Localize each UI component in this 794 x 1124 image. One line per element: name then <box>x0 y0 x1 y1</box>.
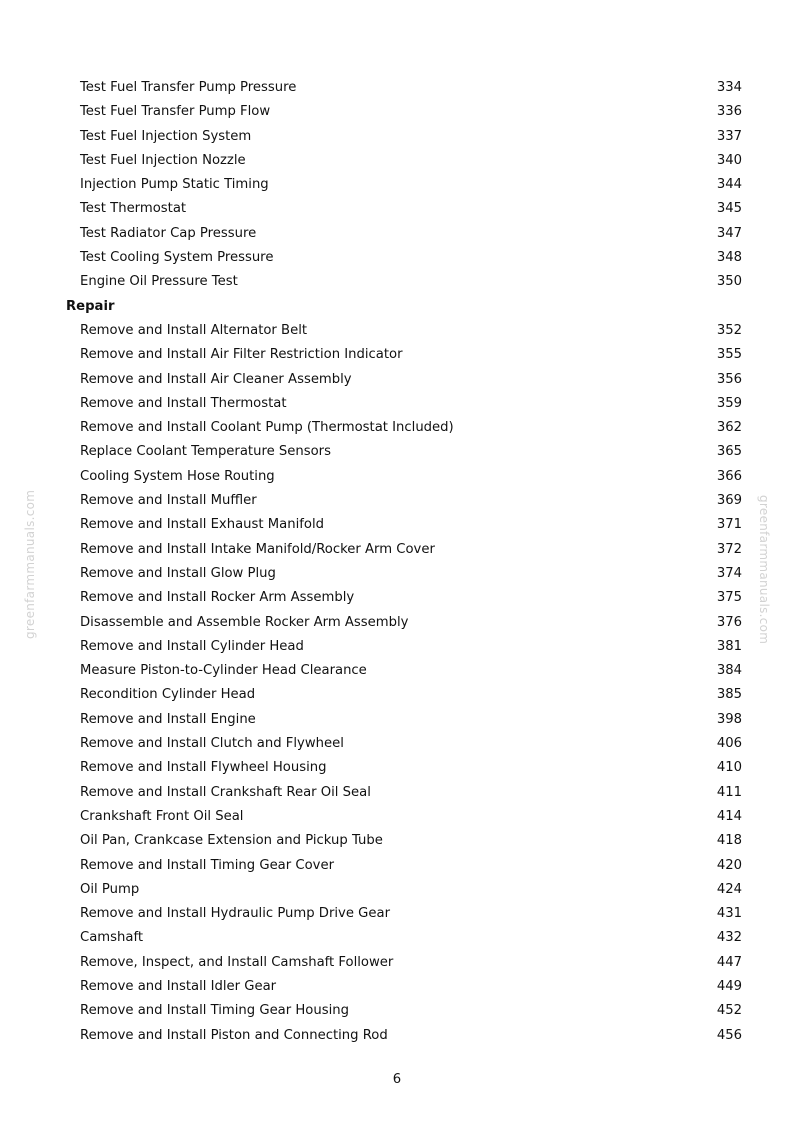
toc-entry-page: 406 <box>716 736 742 752</box>
toc-entry[interactable] <box>66 586 742 610</box>
toc-entry[interactable] <box>66 781 742 805</box>
toc-entry-page: 452 <box>716 1003 742 1019</box>
toc-entry-page: 344 <box>716 177 742 193</box>
toc-entry-page: 418 <box>716 833 742 849</box>
toc-entry-title: Test Fuel Injection System <box>80 128 252 144</box>
toc-entry-page: 381 <box>716 638 742 654</box>
toc-entry-title: Disassemble and Assemble Rocker Arm Assembly <box>80 614 409 630</box>
toc-entry[interactable] <box>66 878 742 902</box>
toc-entry-title: Test Fuel Injection Nozzle <box>80 152 246 168</box>
toc-entry-page: 431 <box>716 906 742 922</box>
toc-entry-page: 362 <box>716 420 742 436</box>
toc-entry[interactable] <box>66 343 742 367</box>
watermark-left-text: greenfarmmanuals.com <box>23 489 37 639</box>
toc-entry[interactable] <box>66 805 742 829</box>
toc-entry-title: Remove and Install Glow Plug <box>80 565 276 581</box>
toc-entry-page: 340 <box>716 152 742 168</box>
toc-entry-title: Test Cooling System Pressure <box>80 250 274 266</box>
toc-entry-title: Remove and Install Alternator Belt <box>80 322 308 338</box>
toc-entry-page: 375 <box>716 590 742 606</box>
toc-entry-page: 365 <box>716 444 742 460</box>
toc-entry[interactable] <box>66 854 742 878</box>
toc-entry[interactable] <box>66 829 742 853</box>
toc-entry[interactable] <box>66 125 742 149</box>
toc-entry[interactable] <box>66 270 742 294</box>
toc-entry-title: Remove and Install Timing Gear Cover <box>80 857 334 873</box>
toc-entry-title: Remove and Install Thermostat <box>80 395 287 411</box>
toc-entry[interactable] <box>66 416 742 440</box>
toc-entry[interactable] <box>66 926 742 950</box>
toc-entry[interactable] <box>66 708 742 732</box>
toc-entry-page: 424 <box>716 881 742 897</box>
toc-entry[interactable] <box>66 635 742 659</box>
toc-entry-page: 410 <box>716 760 742 776</box>
toc-entry[interactable] <box>66 1024 742 1048</box>
toc-entry-page: 371 <box>716 517 742 533</box>
toc-entry-title: Remove and Install Intake Manifold/Rocker Arm Cover <box>80 541 435 557</box>
toc-entry[interactable] <box>66 222 742 246</box>
toc-entry[interactable] <box>66 76 742 100</box>
toc-entry-page: 449 <box>716 978 742 994</box>
toc-entry[interactable] <box>66 149 742 173</box>
toc-list-repair <box>66 319 742 1048</box>
toc-entry-title: Remove and Install Air Filter Restriction Indicator <box>80 347 403 363</box>
toc-list-testing <box>66 76 742 295</box>
toc-entry-title: Replace Coolant Temperature Sensors <box>80 444 331 460</box>
toc-entry[interactable] <box>66 368 742 392</box>
toc-entry-page: 369 <box>716 493 742 509</box>
toc-entry-page: 456 <box>716 1027 742 1043</box>
toc-entry[interactable] <box>66 732 742 756</box>
toc-entry-page: 411 <box>716 784 742 800</box>
toc-entry-title: Cooling System Hose Routing <box>80 468 275 484</box>
toc-entry-page: 337 <box>716 128 742 144</box>
toc-entry[interactable] <box>66 562 742 586</box>
toc-entry-title: Remove and Install Rocker Arm Assembly <box>80 590 355 606</box>
section-heading-repair: Repair <box>66 298 115 314</box>
toc-entry-title: Camshaft <box>80 930 144 946</box>
toc-entry[interactable] <box>66 392 742 416</box>
toc-entry-title: Measure Piston-to-Cylinder Head Clearance <box>80 663 367 679</box>
toc-entry-title: Remove and Install Muffler <box>80 493 257 509</box>
toc-entry[interactable] <box>66 902 742 926</box>
toc-entry[interactable] <box>66 611 742 635</box>
toc-entry-title: Remove and Install Clutch and Flywheel <box>80 736 344 752</box>
toc-entry-page: 420 <box>716 857 742 873</box>
toc-entry-page: 356 <box>716 371 742 387</box>
toc-entry-title: Remove and Install Engine <box>80 711 256 727</box>
toc-entry-page: 414 <box>716 808 742 824</box>
page-number: 6 <box>392 1072 402 1087</box>
toc-entry[interactable] <box>66 538 742 562</box>
toc-entry-title: Remove and Install Coolant Pump (Thermostat Included) <box>80 420 454 436</box>
toc-entry[interactable] <box>66 951 742 975</box>
toc-entry-title: Remove and Install Idler Gear <box>80 978 277 994</box>
toc-entry-title: Test Fuel Transfer Pump Pressure <box>80 80 297 95</box>
toc-entry-page: 366 <box>716 468 742 484</box>
toc-entry-page: 355 <box>716 347 742 363</box>
toc-entry-title: Remove and Install Exhaust Manifold <box>80 517 324 533</box>
toc-entry-page: 348 <box>716 250 742 266</box>
toc-entry-page: 447 <box>716 954 742 970</box>
toc-entry-title: Remove, Inspect, and Install Camshaft Follower <box>80 954 394 970</box>
toc-entry-page: 359 <box>716 395 742 411</box>
table-of-contents <box>66 76 742 1048</box>
toc-entry-title: Oil Pump <box>80 881 140 897</box>
toc-entry[interactable] <box>66 246 742 270</box>
toc-entry-title: Crankshaft Front Oil Seal <box>80 808 244 824</box>
toc-entry-title: Remove and Install Flywheel Housing <box>80 760 327 776</box>
toc-entry[interactable] <box>66 173 742 197</box>
toc-entry-page: 376 <box>716 614 742 630</box>
toc-entry-page: 384 <box>716 663 742 679</box>
toc-entry-title: Test Fuel Transfer Pump Flow <box>80 104 271 120</box>
toc-entry[interactable] <box>66 489 742 513</box>
toc-entry-title: Remove and Install Cylinder Head <box>80 638 304 654</box>
toc-entry-title: Recondition Cylinder Head <box>80 687 256 703</box>
toc-entry-page: 347 <box>716 225 742 241</box>
watermark-right-text: greenfarmmanuals.com <box>757 495 771 645</box>
toc-entry-title: Remove and Install Timing Gear Housing <box>80 1003 349 1019</box>
toc-entry[interactable] <box>66 756 742 780</box>
toc-entry[interactable] <box>66 659 742 683</box>
toc-entry[interactable] <box>66 975 742 999</box>
toc-entry-title: Remove and Install Air Cleaner Assembly <box>80 371 352 387</box>
toc-entry[interactable] <box>66 319 742 343</box>
toc-entry-page: 345 <box>716 201 742 217</box>
toc-entry-page: 372 <box>716 541 742 557</box>
toc-entry[interactable] <box>66 100 742 124</box>
toc-entry-page: 352 <box>716 322 742 338</box>
toc-entry-title: Oil Pan, Crankcase Extension and Pickup Tube <box>80 833 383 849</box>
toc-entry[interactable] <box>66 465 742 489</box>
toc-entry[interactable] <box>66 999 742 1023</box>
toc-entry-page: 432 <box>716 930 742 946</box>
toc-entry[interactable] <box>66 197 742 221</box>
toc-entry-title: Remove and Install Piston and Connecting Rod <box>80 1027 388 1043</box>
toc-entry-title: Injection Pump Static Timing <box>80 177 269 193</box>
toc-entry-title: Remove and Install Hydraulic Pump Drive Gear <box>80 906 390 922</box>
toc-entry-page: 398 <box>716 711 742 727</box>
toc-entry-title: Engine Oil Pressure Test <box>80 274 238 290</box>
toc-entry-title: Test Thermostat <box>80 201 187 217</box>
toc-entry[interactable] <box>66 440 742 464</box>
toc-entry-title: Remove and Install Crankshaft Rear Oil Seal <box>80 784 371 800</box>
toc-entry-page: 334 <box>716 80 742 95</box>
toc-entry[interactable] <box>66 513 742 537</box>
toc-entry-title: Test Radiator Cap Pressure <box>80 225 257 241</box>
toc-entry[interactable] <box>66 683 742 707</box>
toc-entry-page: 336 <box>716 104 742 120</box>
toc-entry-page: 374 <box>716 565 742 581</box>
toc-entry-page: 385 <box>716 687 742 703</box>
toc-entry-page: 350 <box>716 274 742 290</box>
